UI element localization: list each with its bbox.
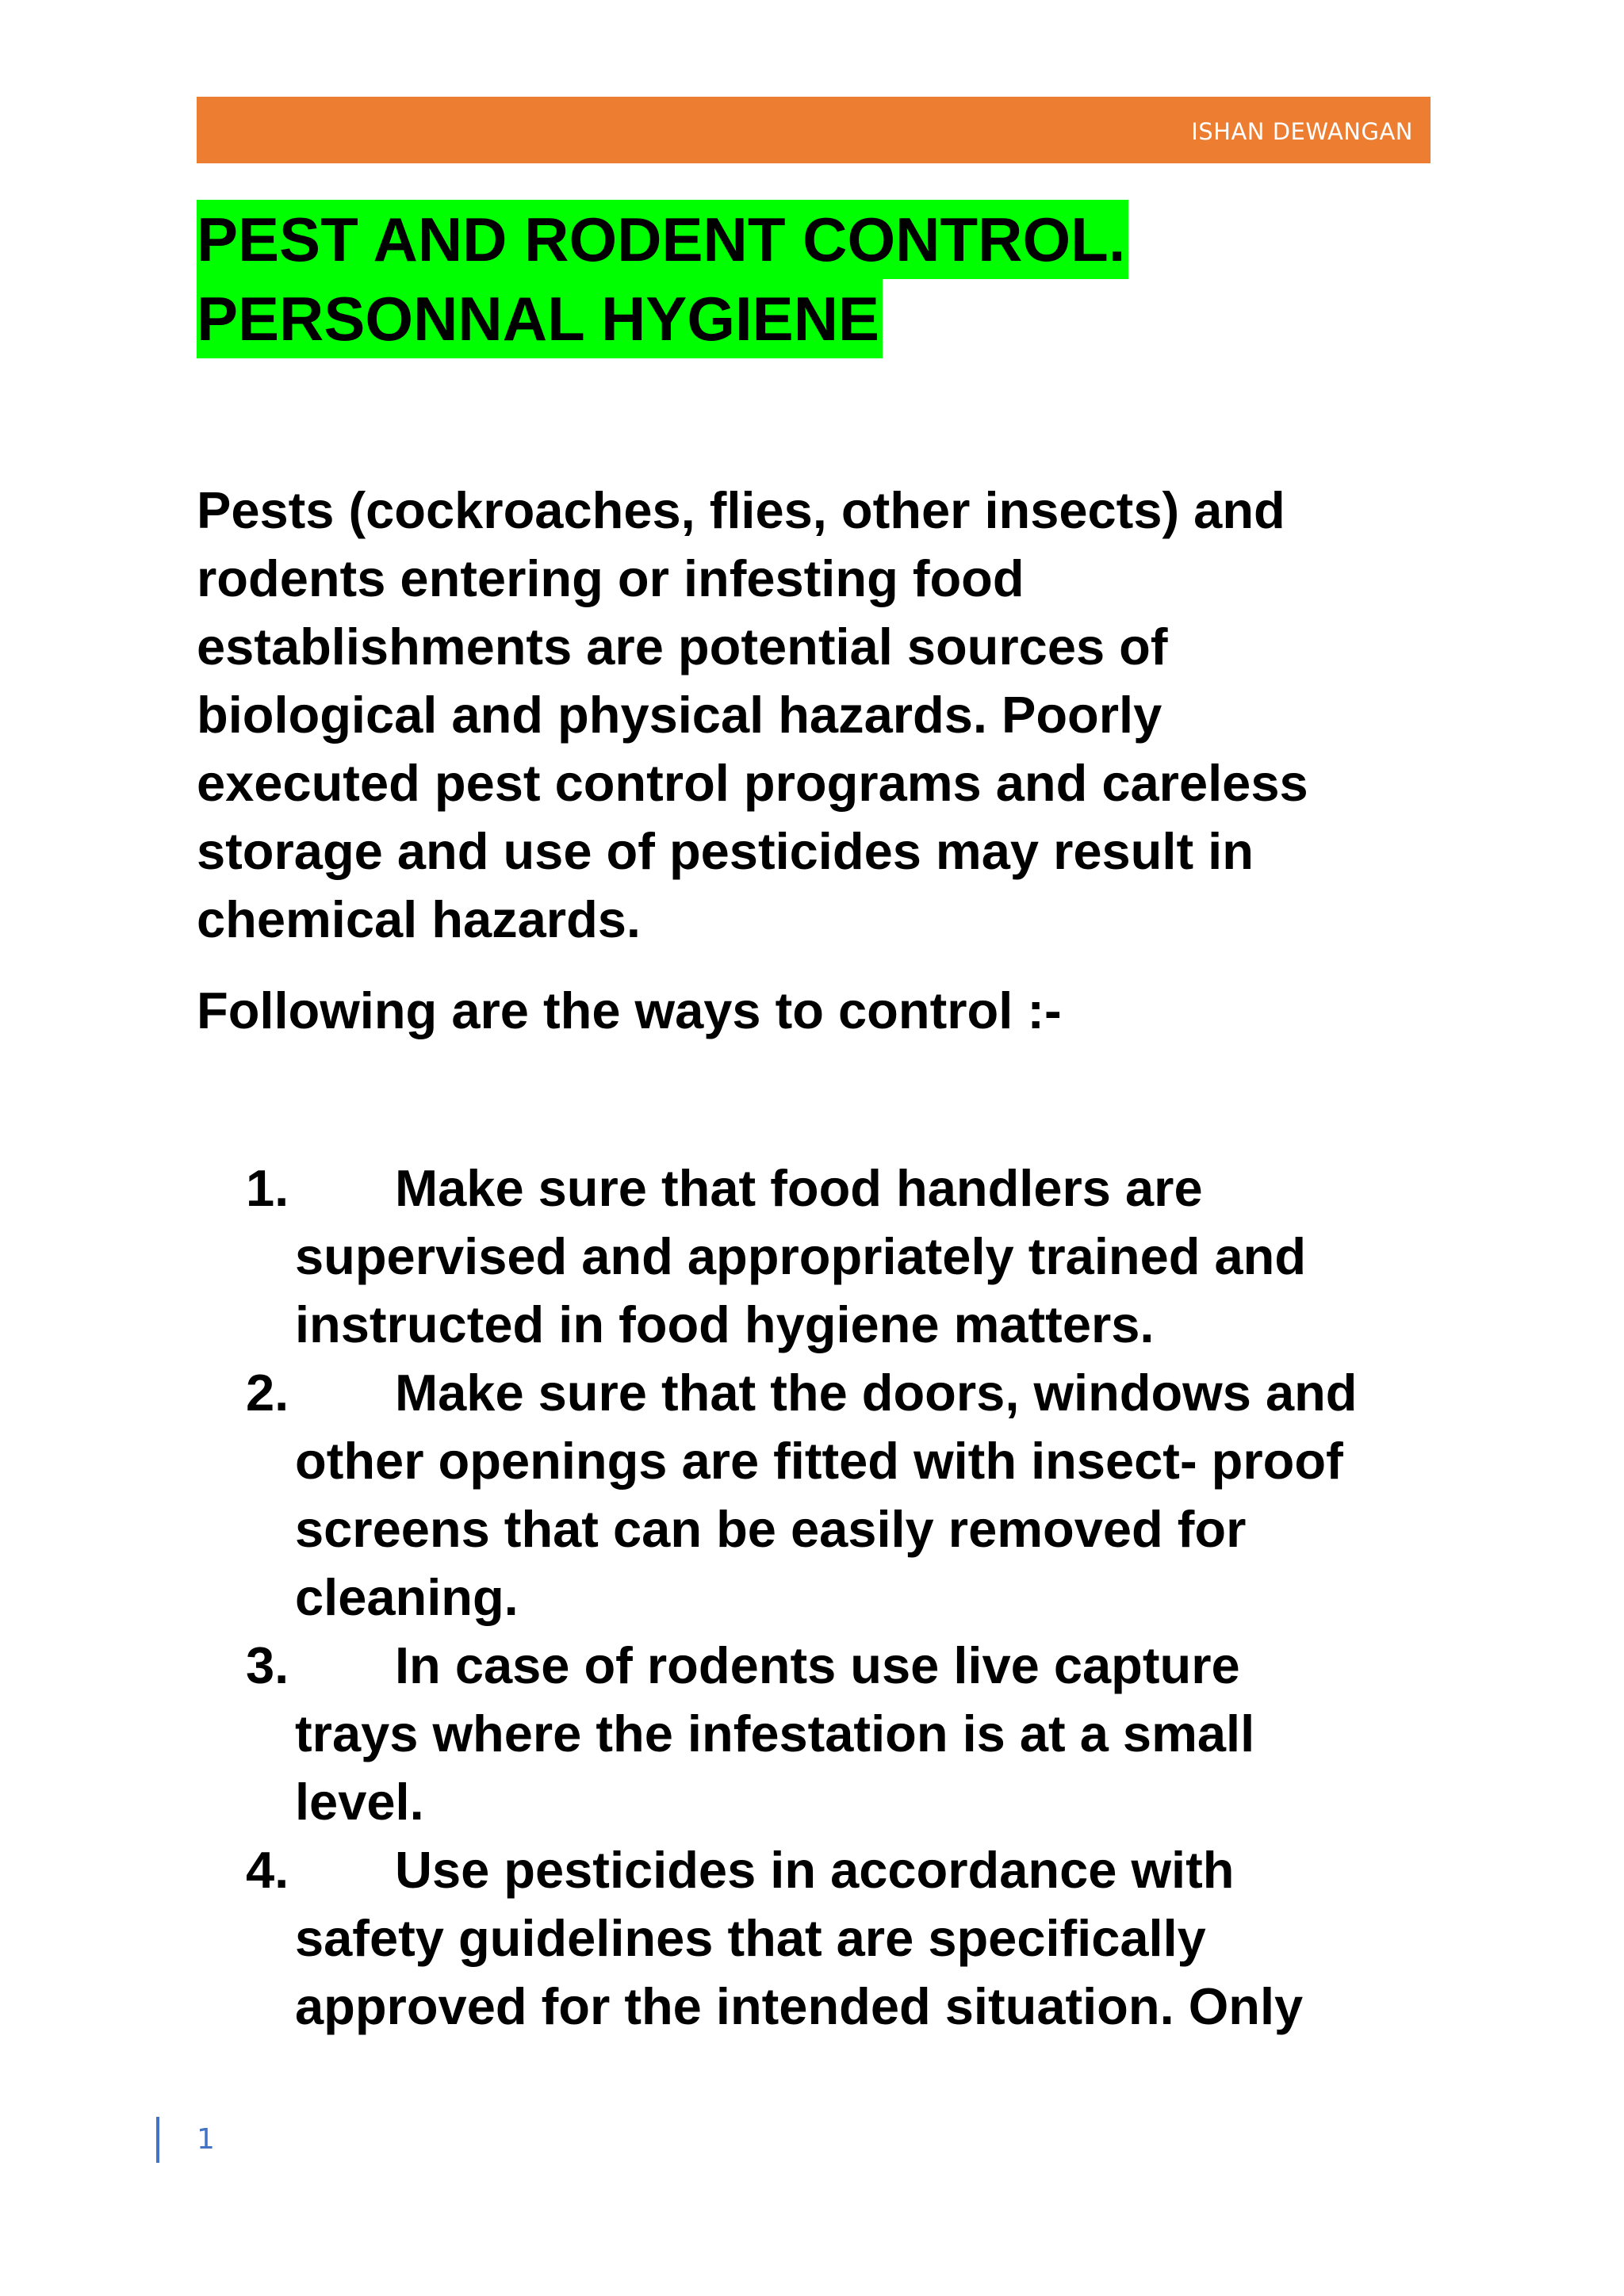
- intro-line: storage and use of pesticides may result in: [197, 822, 1254, 880]
- intro-line: establishments are potential sources of: [197, 618, 1168, 675]
- list-item-number: 2.: [246, 1364, 289, 1422]
- list-item-text: Make sure that the doors, windows and: [395, 1364, 1358, 1422]
- list-item: [246, 1154, 1451, 1359]
- list-item-line: instructed in food hygiene matters.: [295, 1295, 1155, 1353]
- title-line-1: PEST AND RODENT CONTROL.: [197, 200, 1128, 279]
- page-number-divider: [156, 2117, 159, 2163]
- list-item-line: approved for the intended situation. Only: [295, 1977, 1304, 2035]
- list-item-line: screens that can be easily removed for: [295, 1500, 1247, 1558]
- page-title: [197, 200, 1465, 358]
- ways-list: [246, 1154, 1451, 2041]
- list-item-line: [246, 1632, 1451, 1700]
- intro-line: biological and physical hazards. Poorly: [197, 686, 1162, 744]
- list-item: [246, 1359, 1451, 1632]
- list-item-line: [246, 1154, 1451, 1223]
- intro-line: rodents entering or infesting food: [197, 549, 1025, 607]
- intro-line: Pests (cockroaches, flies, other insects) and: [197, 481, 1285, 539]
- list-item-line: supervised and appropriately trained and: [295, 1227, 1307, 1285]
- list-item-number: 4.: [246, 1841, 289, 1899]
- page-number: 1: [197, 2123, 215, 2156]
- list-item-text: In case of rodents use live capture: [395, 1636, 1240, 1694]
- header-author: ISHAN DEWANGAN: [1191, 118, 1413, 145]
- title-line-2: PERSONNAL HYGIENE: [197, 279, 883, 358]
- list-item-line: level.: [295, 1773, 424, 1831]
- list-item-number: 3.: [246, 1636, 289, 1694]
- list-item-line: safety guidelines that are specifically: [295, 1909, 1206, 1967]
- header-bar: [197, 97, 1431, 163]
- list-item: [246, 1836, 1451, 2041]
- intro-line: chemical hazards.: [197, 890, 641, 948]
- list-item-text: Use pesticides in accordance with: [395, 1841, 1235, 1899]
- list-item-line: other openings are fitted with insect- proof: [295, 1432, 1343, 1490]
- list-item-line: [246, 1836, 1451, 1904]
- following-heading: Following are the ways to control :-: [197, 982, 1062, 1039]
- list-item-line: cleaning.: [295, 1568, 519, 1626]
- list-item-text: Make sure that food handlers are: [395, 1159, 1203, 1217]
- intro-line: executed pest control programs and careless: [197, 754, 1308, 812]
- list-item-line: trays where the infestation is at a small: [295, 1705, 1255, 1762]
- list-item-line: [246, 1359, 1451, 1427]
- list-item-number: 1.: [246, 1159, 289, 1217]
- intro-paragraph: [197, 476, 1450, 954]
- list-item: [246, 1632, 1451, 1836]
